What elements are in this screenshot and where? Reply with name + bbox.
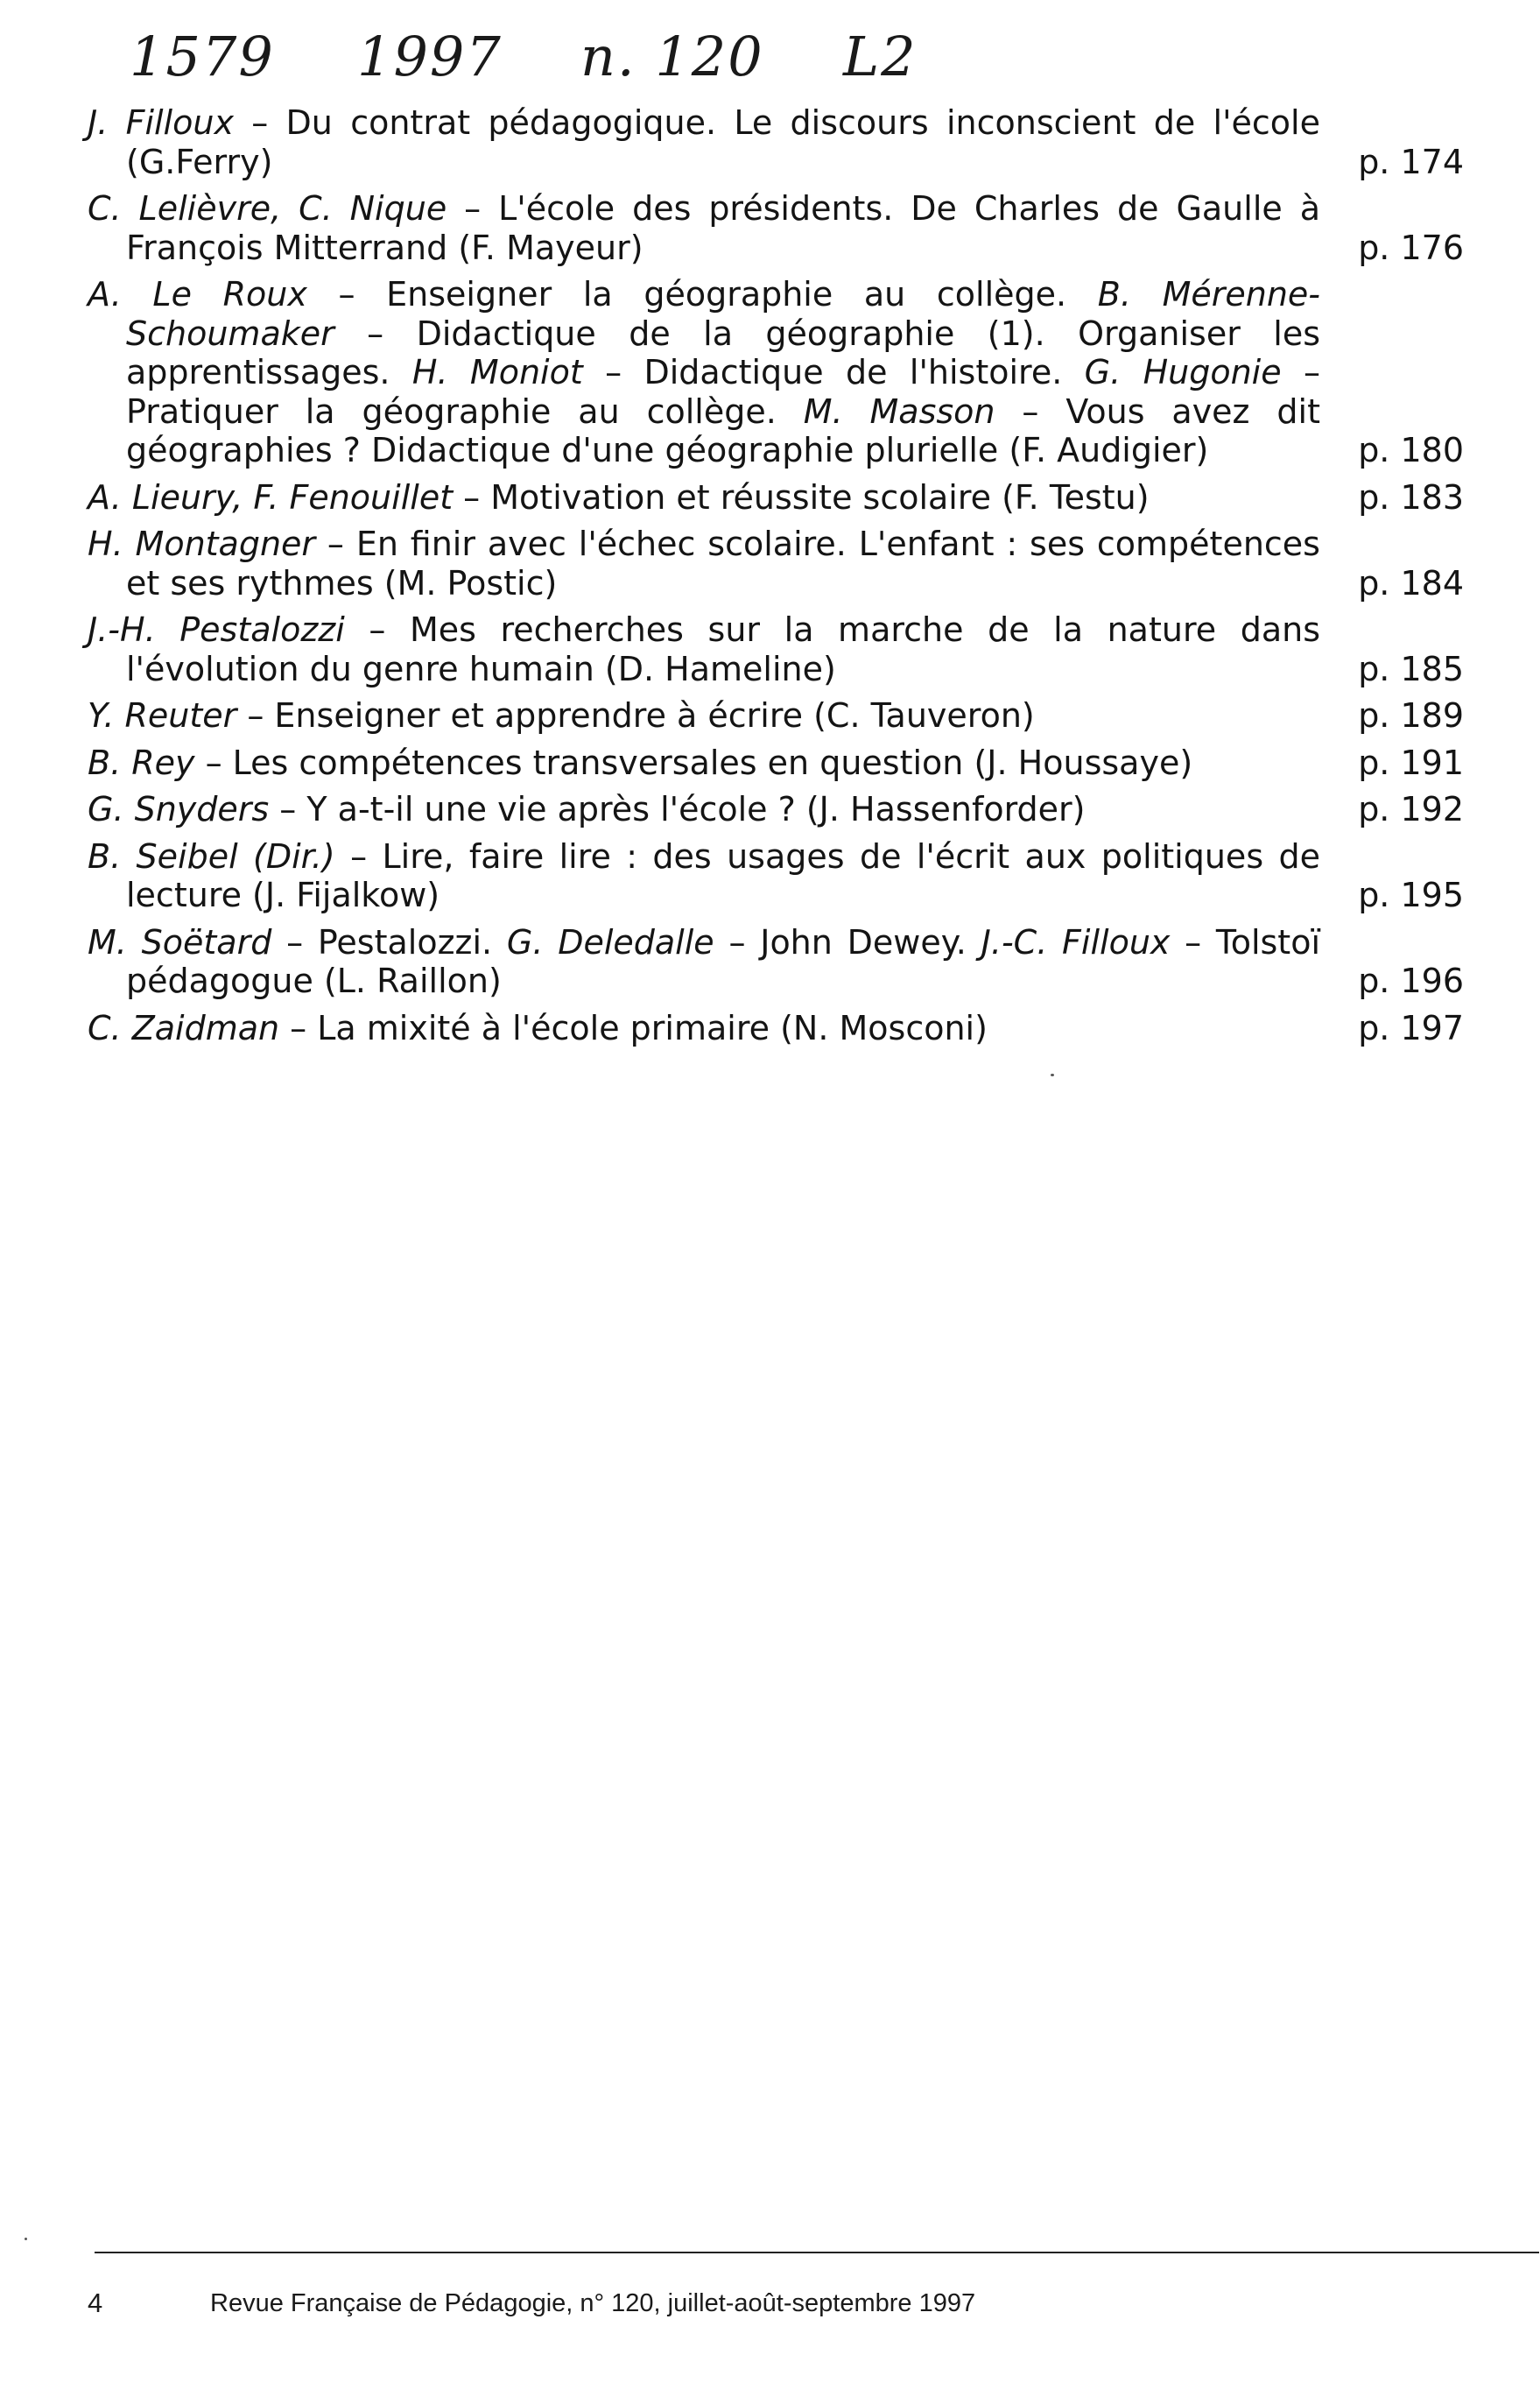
review-entry bbox=[88, 478, 1464, 518]
handwritten-note-part: n. 120 bbox=[580, 25, 764, 88]
review-author: B. Mérenne-Schoumaker bbox=[126, 275, 1321, 353]
review-title: – Didactique de la géographie (1). Organiser les apprentissages. bbox=[126, 314, 1320, 391]
review-entry bbox=[88, 525, 1464, 603]
review-entry bbox=[88, 1009, 1464, 1048]
review-title: Y a-t-il une vie après l'école ? (J. Hassenforder) bbox=[306, 790, 1086, 828]
review-author: B. Seibel (Dir.) bbox=[88, 836, 335, 876]
review-entry-text: B. Rey – Les compétences transversales en question (J. Houssaye) bbox=[88, 743, 1193, 782]
review-entry-text bbox=[88, 923, 1320, 1001]
review-author: C. Zaidman bbox=[88, 1008, 280, 1047]
review-author: H. Montagner bbox=[88, 525, 316, 563]
review-page-number: p. 183 bbox=[1358, 477, 1464, 517]
scan-speck bbox=[25, 2238, 27, 2240]
handwritten-note-part: L2 bbox=[843, 25, 918, 88]
review-entry-text: B. Seibel (Dir.) – Lire, faire lire : des usages de l'écrit aux politiques de lecture (J. Fijalkow) bbox=[88, 836, 1320, 914]
review-entry bbox=[88, 610, 1464, 688]
review-title: Mes recherches sur la marche de la nature dans l'évolution du genre humain (D. Hameline) bbox=[126, 610, 1320, 688]
review-entry-text: C. Zaidman – La mixité à l'école primaire (N. Mosconi) bbox=[88, 1008, 988, 1047]
review-author: M. Soëtard bbox=[88, 922, 272, 962]
review-author: J. Filloux bbox=[88, 103, 234, 142]
review-author: Y. Reuter bbox=[88, 696, 237, 735]
review-title: – John Dewey. bbox=[714, 922, 981, 962]
handwritten-note-part: 1579 bbox=[130, 25, 275, 88]
review-title: Du contrat pédagogique. Le discours inconscient de l'école (G.Ferry) bbox=[126, 103, 1320, 181]
review-title: – Didactique de l'histoire. bbox=[582, 353, 1085, 391]
review-title: – Enseigner la géographie au collège. bbox=[306, 275, 1098, 314]
footer-divider bbox=[95, 2252, 1539, 2253]
review-title: – Vous avez dit géographies ? Didactique d'une géographie plurielle (F. Audigier) bbox=[126, 391, 1320, 469]
review-author: M. Masson bbox=[803, 391, 995, 431]
review-entry-text bbox=[88, 275, 1320, 470]
review-title: La mixité à l'école primaire (N. Mosconi) bbox=[317, 1008, 988, 1047]
review-page-number: p. 174 bbox=[1358, 142, 1464, 181]
review-page-number: p. 184 bbox=[1358, 563, 1464, 603]
review-author: C. Lelièvre, C. Nique bbox=[88, 189, 447, 228]
review-author: A. Lieury, F. Fenouillet bbox=[88, 477, 454, 517]
scan-speck bbox=[1051, 1074, 1054, 1076]
footer-journal-citation: Revue Française de Pédagogie, n° 120, juillet-août-septembre 1997 bbox=[210, 2289, 976, 2317]
review-title: – Pestalozzi. bbox=[271, 922, 507, 962]
review-author: G. Hugonie bbox=[1084, 353, 1282, 391]
review-page-number: p. 189 bbox=[1358, 696, 1464, 735]
review-entry-text: A. Lieury, F. Fenouillet – Motivation et réussite scolaire (F. Testu) bbox=[88, 477, 1150, 517]
review-entry bbox=[88, 696, 1464, 736]
review-list bbox=[88, 103, 1464, 1055]
review-entry-text: H. Montagner – En finir avec l'échec scolaire. L'enfant : ses compétences et ses rythmes (M. Postic) bbox=[88, 525, 1320, 603]
review-entry bbox=[88, 189, 1464, 267]
review-entry-text: J. Filloux – Du contrat pédagogique. Le discours inconscient de l'école (G.Ferry) bbox=[88, 103, 1320, 181]
review-title: Les compétences transversales en question (J. Houssaye) bbox=[232, 743, 1193, 782]
review-entry-text: Y. Reuter – Enseigner et apprendre à écrire (C. Tauveron) bbox=[88, 696, 1035, 735]
review-page-number: p. 197 bbox=[1358, 1008, 1464, 1047]
review-author: H. Moniot bbox=[411, 353, 583, 391]
review-title: – Pratiquer la géographie au collège. bbox=[126, 353, 1320, 431]
handwritten-note bbox=[130, 25, 1005, 103]
review-author: B. Rey bbox=[88, 743, 195, 782]
review-author: A. Le Roux bbox=[88, 275, 307, 314]
review-page-number: p. 176 bbox=[1358, 228, 1464, 267]
review-page-number: p. 196 bbox=[1358, 962, 1464, 1000]
review-author: J.-H. Pestalozzi bbox=[88, 610, 345, 649]
footer-page-number: 4 bbox=[88, 2288, 103, 2318]
review-title: – Tolstoï pédagogue (L. Raillon) bbox=[126, 922, 1320, 1000]
review-entry-text: C. Lelièvre, C. Nique – L'école des présidents. De Charles de Gaulle à François Mitterrand (F. Mayeur) bbox=[88, 189, 1320, 267]
review-author: G. Snyders bbox=[88, 790, 270, 828]
review-page-number: p. 180 bbox=[1358, 431, 1464, 469]
review-entry-text: G. Snyders – Y a-t-il une vie après l'école ? (J. Hassenforder) bbox=[88, 790, 1086, 828]
review-page-number: p. 191 bbox=[1358, 743, 1464, 782]
review-entry bbox=[88, 923, 1464, 1001]
review-title: L'école des présidents. De Charles de Gaulle à François Mitterrand (F. Mayeur) bbox=[126, 189, 1320, 267]
review-entry bbox=[88, 837, 1464, 915]
review-entry bbox=[88, 103, 1464, 181]
review-title: En finir avec l'échec scolaire. L'enfant : ses compétences et ses rythmes (M. Postic) bbox=[126, 525, 1320, 603]
review-entry bbox=[88, 275, 1464, 470]
review-entry-text: J.-H. Pestalozzi – Mes recherches sur la marche de la nature dans l'évolution du genre humain (D. Hameline) bbox=[88, 610, 1320, 688]
review-entry bbox=[88, 790, 1464, 829]
review-page-number: p. 185 bbox=[1358, 649, 1464, 688]
review-page-number: p. 195 bbox=[1358, 876, 1464, 914]
review-author: G. Deledalle bbox=[506, 922, 714, 962]
handwritten-note-part: 1997 bbox=[357, 25, 503, 88]
review-title: Lire, faire lire : des usages de l'écrit aux politiques de lecture (J. Fijalkow) bbox=[126, 836, 1320, 914]
review-title: Motivation et réussite scolaire (F. Testu) bbox=[490, 477, 1150, 517]
review-title: Enseigner et apprendre à écrire (C. Tauveron) bbox=[274, 696, 1035, 735]
review-author: J.-C. Filloux bbox=[981, 922, 1171, 962]
review-page-number: p. 192 bbox=[1358, 790, 1464, 828]
review-entry bbox=[88, 744, 1464, 783]
